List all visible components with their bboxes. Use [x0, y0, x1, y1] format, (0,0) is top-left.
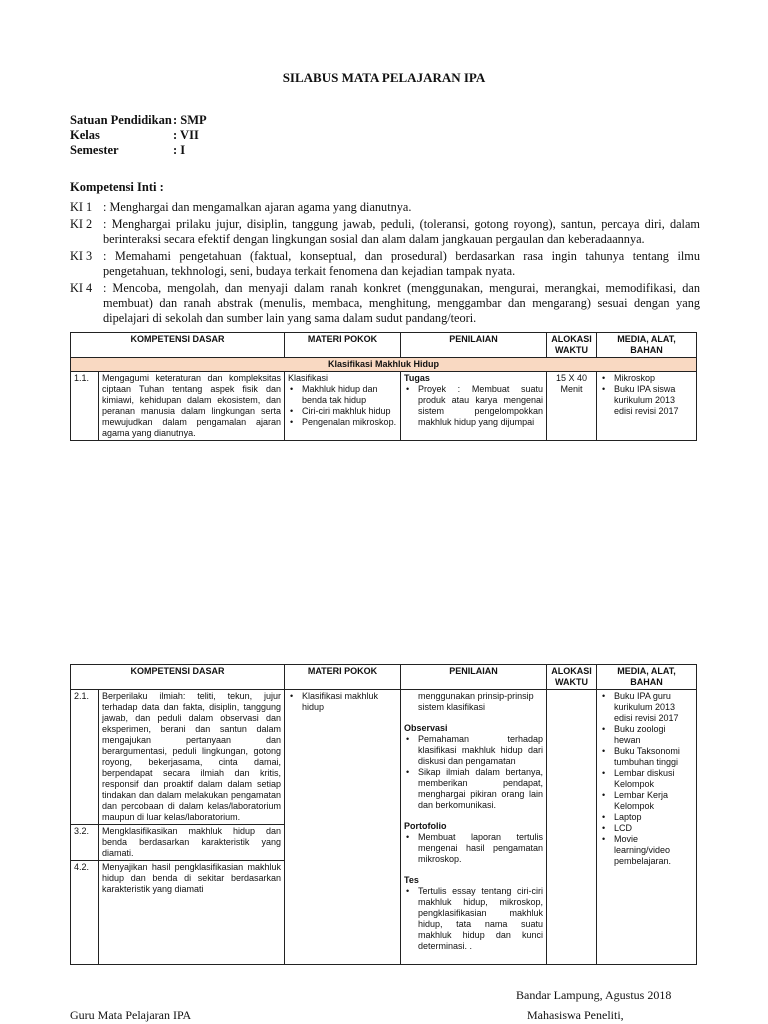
- identity-block: [70, 113, 207, 158]
- ki-code: KI 4: [70, 281, 93, 295]
- list-item: • Buku IPA guru kurikulum 2013 edisi revisi 2017: [600, 691, 693, 724]
- syllabus-table-2: [70, 664, 697, 965]
- header-alokasi: ALOKASI WAKTU: [547, 333, 597, 358]
- ki-code: KI 1: [70, 200, 93, 214]
- identity-label: Satuan Pendidikan: [70, 113, 172, 127]
- list-item: • Buku zoologi hewan: [600, 724, 693, 746]
- list-item: • Membuat laporan tertulis mengenai hasil pengamatan mikroskop.: [404, 832, 543, 865]
- materi-cell: [285, 690, 401, 965]
- table-header-row: [71, 333, 697, 358]
- header-materi: MATERI POKOK: [285, 333, 401, 358]
- header-alokasi: ALOKASI WAKTU: [547, 665, 597, 690]
- ki-text: : Memahami pengetahuan (faktual, konseptual, dan prosedural) berdasarkan rasa ingin tahunya tentang ilmu pengetahuan, tekhnologi, seni, budaya terkait fenomena dan kejadian tampak nyata.: [103, 249, 700, 278]
- section-row: [71, 358, 697, 372]
- section-title: Klasifikasi Makhluk Hidup: [71, 358, 697, 372]
- kd-number: 4.2.: [71, 861, 99, 965]
- ki-item: [70, 249, 700, 279]
- kd-number: 1.1.: [71, 372, 99, 441]
- kd-number: 3.2.: [71, 825, 99, 861]
- penilaian-cell: [401, 690, 547, 965]
- ki-list: [70, 200, 700, 328]
- list-item: • Movie learning/video pembelajaran.: [600, 834, 693, 867]
- list-item: • Lembar Kerja Kelompok: [600, 790, 693, 812]
- identity-school-level: [70, 113, 207, 128]
- ki-code: KI 2: [70, 217, 93, 231]
- identity-class: [70, 128, 207, 143]
- header-materi: MATERI POKOK: [285, 665, 401, 690]
- list-item: • Pengenalan mikroskop.: [288, 417, 397, 428]
- identity-value: : SMP: [173, 113, 207, 127]
- ki-heading: Kompetensi Inti :: [70, 180, 164, 194]
- ki-item: [70, 200, 700, 215]
- ki-text: : Menghargai dan mengamalkan ajaran agama yang dianutnya.: [103, 200, 412, 214]
- header-kd: KOMPETENSI DASAR: [71, 665, 285, 690]
- teacher-signature-label: Guru Mata Pelajaran IPA: [70, 1008, 192, 1022]
- tes-title: Tes: [404, 875, 419, 885]
- identity-value: : I: [173, 143, 186, 157]
- ki-item: [70, 217, 700, 247]
- list-item: • Mikroskop: [600, 373, 693, 384]
- list-item: • Sikap ilmiah dalam bertanya, memberikan pendapat, menghargai pikiran orang lain dan berkomunikasi.: [404, 767, 543, 811]
- syllabus-table-1: [70, 332, 697, 441]
- header-media: MEDIA, ALAT, BAHAN: [597, 333, 697, 358]
- header-penilaian: PENILAIAN: [401, 665, 547, 690]
- list-item: • LCD: [600, 823, 693, 834]
- list-item: • Laptop: [600, 812, 693, 823]
- table-row: [71, 690, 697, 825]
- list-item: • Tertulis essay tentang ciri-ciri makhluk hidup, mikroskop, pengklasifikasian makhluk hidup, tata nama suatu makhluk hidup dan kunci determinasi. .: [404, 886, 543, 952]
- list-item: • Proyek : Membuat suatu produk atau karya mengenai sistem pengelompokkan makhluk hidup yang dijumpai: [404, 384, 543, 428]
- identity-semester: [70, 143, 207, 158]
- kd-text: Berperilaku ilmiah: teliti, tekun, jujur terhadap data dan fakta, disiplin, tanggung jawab, dan peduli dalam observasi dan eksperimen, berani dan santun dalam mengajukan pertanyaan dan berargumentasi, peduli lingkungan, gotong royong, bekerjasama, cinta damai, berpendapat secara ilmiah dan kritis, responsif dan proaktif dalam dalam setiap tindakan dan dalam melakukan pengamatan dan percobaan di dalam kelas/laboratorium maupun di luar kelas/laboratorium.: [99, 690, 285, 825]
- media-cell: [597, 690, 697, 965]
- kd-text: Mengagumi keteraturan dan kompleksitas ciptaan Tuhan tentang aspek fisik dan kimiawi, kehidupan dalam ekosistem, dan peranan manusia dalam lingkungan serta mewujudkan dalam pengamalan ajaran agama yang dianutnya.: [99, 372, 285, 441]
- materi-title: Klasifikasi: [288, 373, 329, 383]
- list-item: • Klasifikasi makhluk hidup: [288, 691, 397, 713]
- kd-text: Mengklasifikasikan makhluk hidup dan benda berdasarkan karakteristik yang diamati.: [99, 825, 285, 861]
- list-item: • Pemahaman terhadap klasifikasi makhluk hidup dari diskusi dan pengamatan: [404, 734, 543, 767]
- portofolio-title: Portofolio: [404, 821, 447, 831]
- kd-number: 2.1.: [71, 690, 99, 825]
- page-title: SILABUS MATA PELAJARAN IPA: [282, 70, 486, 85]
- observasi-title: Observasi: [404, 723, 448, 733]
- penilaian-intro: menggunakan prinsip-prinsip sistem klasifikasi: [418, 691, 534, 712]
- alokasi-cell: [547, 690, 597, 965]
- place-date: Bandar Lampung, Agustus 2018: [516, 988, 672, 1002]
- table-header-row: [71, 665, 697, 690]
- penilaian-cell: [401, 372, 547, 441]
- list-item: • Lembar diskusi Kelompok: [600, 768, 693, 790]
- header-penilaian: PENILAIAN: [401, 333, 547, 358]
- identity-label: Semester: [70, 143, 119, 157]
- header-media: MEDIA, ALAT, BAHAN: [597, 665, 697, 690]
- materi-cell: [285, 372, 401, 441]
- identity-label: Kelas: [70, 128, 100, 142]
- identity-value: : VII: [173, 128, 199, 142]
- ki-text: : Mencoba, mengolah, dan menyaji dalam ranah konkret (menggunakan, mengurai, merangkai, memodifikasi, dan membuat) dan ranah abstrak (menulis, membaca, menghitung, menggambar dan mengarang) sesuai dengan yang dipelajari di sekolah dan sumber lain yang sama dalam sudut pandang/teori.: [103, 281, 700, 325]
- list-item: • Ciri-ciri makhluk hidup: [288, 406, 397, 417]
- student-signature-label: Mahasiswa Peneliti,: [527, 1008, 624, 1022]
- list-item: • Makhluk hidup dan benda tak hidup: [288, 384, 397, 406]
- media-cell: [597, 372, 697, 441]
- list-item: • Buku Taksonomi tumbuhan tinggi: [600, 746, 693, 768]
- ki-item: [70, 281, 700, 326]
- ki-code: KI 3: [70, 249, 93, 263]
- table-row: [71, 372, 697, 441]
- penilaian-title: Tugas: [404, 373, 430, 383]
- alokasi-cell: 15 X 40 Menit: [547, 372, 597, 441]
- kd-text: Menyajikan hasil pengklasifikasian makhluk hidup dan benda di sekitar berdasarkan karakteristik yang diamati: [99, 861, 285, 965]
- header-kd: KOMPETENSI DASAR: [71, 333, 285, 358]
- ki-text: : Menghargai prilaku jujur, disiplin, tanggung jawab, peduli, (toleransi, gotong royong), santun, percaya diri, dalam berinteraksi secara efektif dengan lingkungan sosial dan alam dalam jangkauan pergaulan dan keberadaannya.: [103, 217, 700, 246]
- list-item: • Buku IPA siswa kurikulum 2013 edisi revisi 2017: [600, 384, 693, 417]
